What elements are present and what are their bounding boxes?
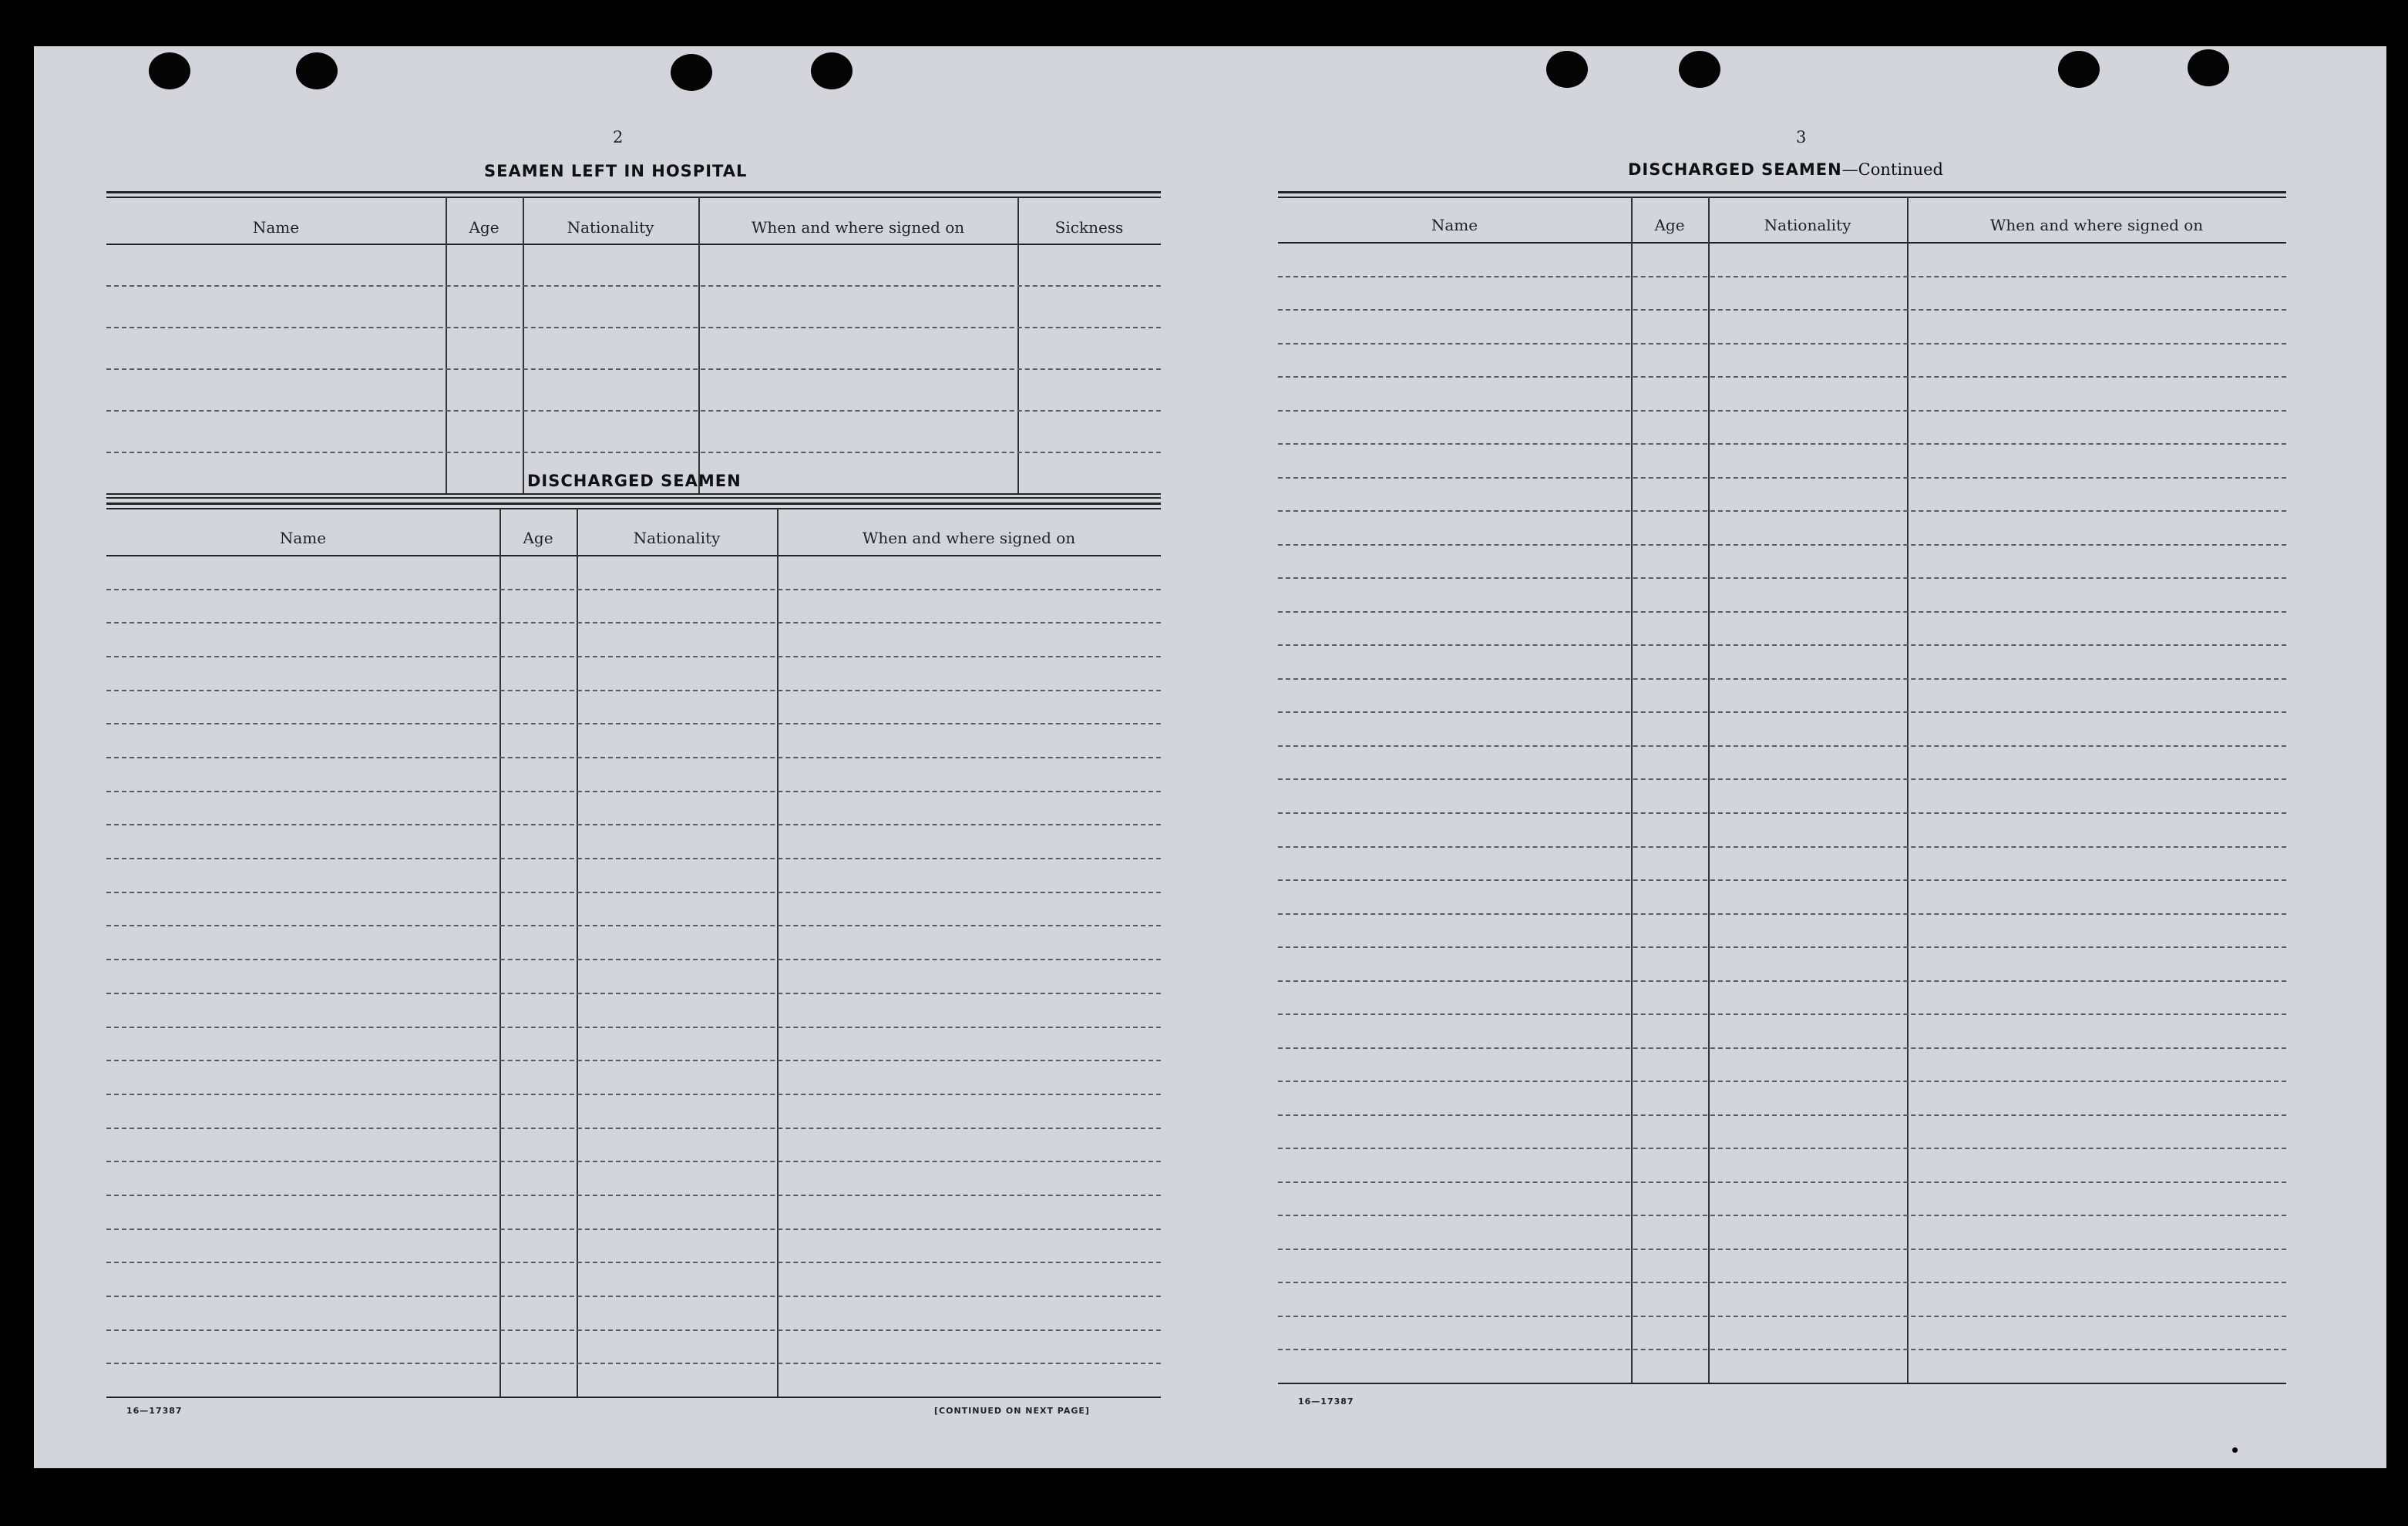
table-bottom-rule — [106, 1397, 1161, 1398]
column-divider — [1631, 197, 1633, 1383]
column-divider — [446, 197, 447, 493]
hospital-table — [106, 191, 1161, 499]
table-row-line — [1278, 846, 2286, 848]
table-top-rule — [1278, 191, 2286, 193]
table-row-line — [1278, 577, 2286, 579]
table-row-line — [106, 959, 1161, 960]
table-row-line — [106, 690, 1161, 691]
table-row-line — [1278, 410, 2286, 412]
table-top-rule — [106, 503, 1161, 505]
column-header-age: Age — [469, 218, 499, 237]
table-row-line — [106, 723, 1161, 724]
table-row-line — [1278, 544, 2286, 546]
table-row-line — [106, 1229, 1161, 1230]
table-row-line — [106, 327, 1161, 328]
table-row-line — [106, 1262, 1161, 1263]
column-header-nationality: Nationality — [633, 529, 721, 547]
column-header-name: Name — [1431, 216, 1478, 234]
form-number: 16—17387 — [1298, 1397, 1354, 1407]
punch-hole — [671, 54, 712, 91]
punch-hole — [1679, 51, 1720, 88]
table-row-line — [1278, 644, 2286, 646]
table-top-rule — [1278, 197, 2286, 198]
table-row-line — [106, 1296, 1161, 1297]
ledger-sheet — [34, 46, 2386, 1468]
hospital-section-title: SEAMEN LEFT IN HOSPITAL — [484, 162, 748, 180]
table-row-line — [106, 1363, 1161, 1364]
table-bottom-rule — [1278, 1383, 2286, 1384]
discharged-table — [106, 503, 1161, 1412]
column-header-age: Age — [523, 529, 553, 547]
table-bottom-rule — [106, 497, 1161, 499]
table-row-line — [1278, 980, 2286, 982]
punch-hole — [2188, 49, 2229, 86]
header-rule — [106, 555, 1161, 556]
punch-hole — [811, 52, 853, 89]
table-top-rule — [106, 197, 1161, 198]
table-row-line — [1278, 376, 2286, 378]
table-row-line — [106, 993, 1161, 994]
punch-hole — [2058, 51, 2100, 88]
table-row-line — [106, 589, 1161, 590]
table-row-line — [106, 925, 1161, 926]
table-row-line — [1278, 1316, 2286, 1317]
table-row-line — [1278, 778, 2286, 780]
table-row-line — [106, 1060, 1161, 1061]
table-row-line — [106, 824, 1161, 825]
table-row-line — [106, 1195, 1161, 1196]
column-header-age: Age — [1654, 216, 1685, 234]
column-divider — [777, 509, 779, 1397]
table-row-line — [106, 1094, 1161, 1095]
table-bottom-rule — [106, 493, 1161, 495]
title-suffix: —Continued — [1841, 160, 1943, 179]
table-row-line — [106, 892, 1161, 893]
column-divider — [499, 509, 501, 1397]
title-text: DISCHARGED SEAMEN — [1628, 160, 1842, 179]
column-header-signed-on: When and where signed on — [751, 218, 965, 237]
table-top-rule — [106, 508, 1161, 509]
table-row-line — [1278, 913, 2286, 915]
table-row-line — [106, 858, 1161, 859]
table-row-line — [106, 1329, 1161, 1331]
column-header-nationality: Nationality — [1764, 216, 1851, 234]
column-header-signed-on: When and where signed on — [1989, 216, 2204, 234]
table-row-line — [1278, 343, 2286, 345]
table-top-rule — [106, 191, 1161, 193]
table-row-line — [1278, 946, 2286, 948]
column-header-name: Name — [252, 218, 300, 237]
column-header-sickness: Sickness — [1054, 218, 1124, 237]
table-row-line — [106, 1128, 1161, 1129]
table-row-line — [1278, 1148, 2286, 1149]
table-row-line — [106, 791, 1161, 792]
table-row-line — [1278, 443, 2286, 445]
table-row-line — [1278, 1047, 2286, 1049]
page-number: 3 — [1796, 128, 1807, 146]
table-row-line — [1278, 745, 2286, 747]
table-row-line — [106, 285, 1161, 287]
column-divider — [577, 509, 578, 1397]
table-row-line — [1278, 1013, 2286, 1015]
punch-hole — [296, 52, 338, 89]
punch-hole — [149, 52, 190, 89]
table-row-line — [1278, 309, 2286, 311]
table-row-line — [106, 368, 1161, 370]
table-row-line — [1278, 276, 2286, 277]
table-row-line — [106, 452, 1161, 453]
table-row-line — [106, 656, 1161, 657]
discharged-continued-table — [1278, 191, 2286, 1393]
column-header-signed-on: When and where signed on — [862, 529, 1076, 547]
table-row-line — [1278, 711, 2286, 713]
form-number: 16—17387 — [126, 1406, 183, 1416]
header-rule — [1278, 242, 2286, 244]
table-row-line — [106, 1161, 1161, 1162]
ink-speck — [2232, 1447, 2238, 1453]
column-divider — [1907, 197, 1909, 1383]
table-row-line — [1278, 879, 2286, 881]
column-header-name: Name — [279, 529, 327, 547]
table-row-line — [1278, 1215, 2286, 1216]
table-row-line — [106, 622, 1161, 624]
table-row-line — [1278, 510, 2286, 512]
header-rule — [106, 244, 1161, 245]
table-row-line — [106, 757, 1161, 758]
table-row-line — [1278, 678, 2286, 680]
discharged-continued-title — [1628, 160, 1943, 179]
table-row-line — [1278, 1181, 2286, 1183]
table-row-line — [1278, 611, 2286, 613]
column-divider — [1708, 197, 1710, 1383]
table-row-line — [1278, 1114, 2286, 1116]
table-row-line — [1278, 1081, 2286, 1082]
continued-note: [CONTINUED ON NEXT PAGE] — [934, 1406, 1090, 1416]
table-row-line — [106, 1027, 1161, 1028]
column-divider — [523, 197, 524, 493]
column-header-nationality: Nationality — [567, 218, 654, 237]
table-row-line — [1278, 1249, 2286, 1250]
page-number: 2 — [613, 128, 624, 146]
table-row-line — [1278, 1282, 2286, 1283]
table-row-line — [1278, 1349, 2286, 1350]
table-row-line — [1278, 477, 2286, 479]
table-row-line — [1278, 812, 2286, 814]
column-divider — [1017, 197, 1019, 493]
column-divider — [698, 197, 700, 493]
table-row-line — [106, 410, 1161, 412]
discharged-section-title: DISCHARGED SEAMEN — [527, 472, 742, 490]
punch-hole — [1546, 51, 1588, 88]
